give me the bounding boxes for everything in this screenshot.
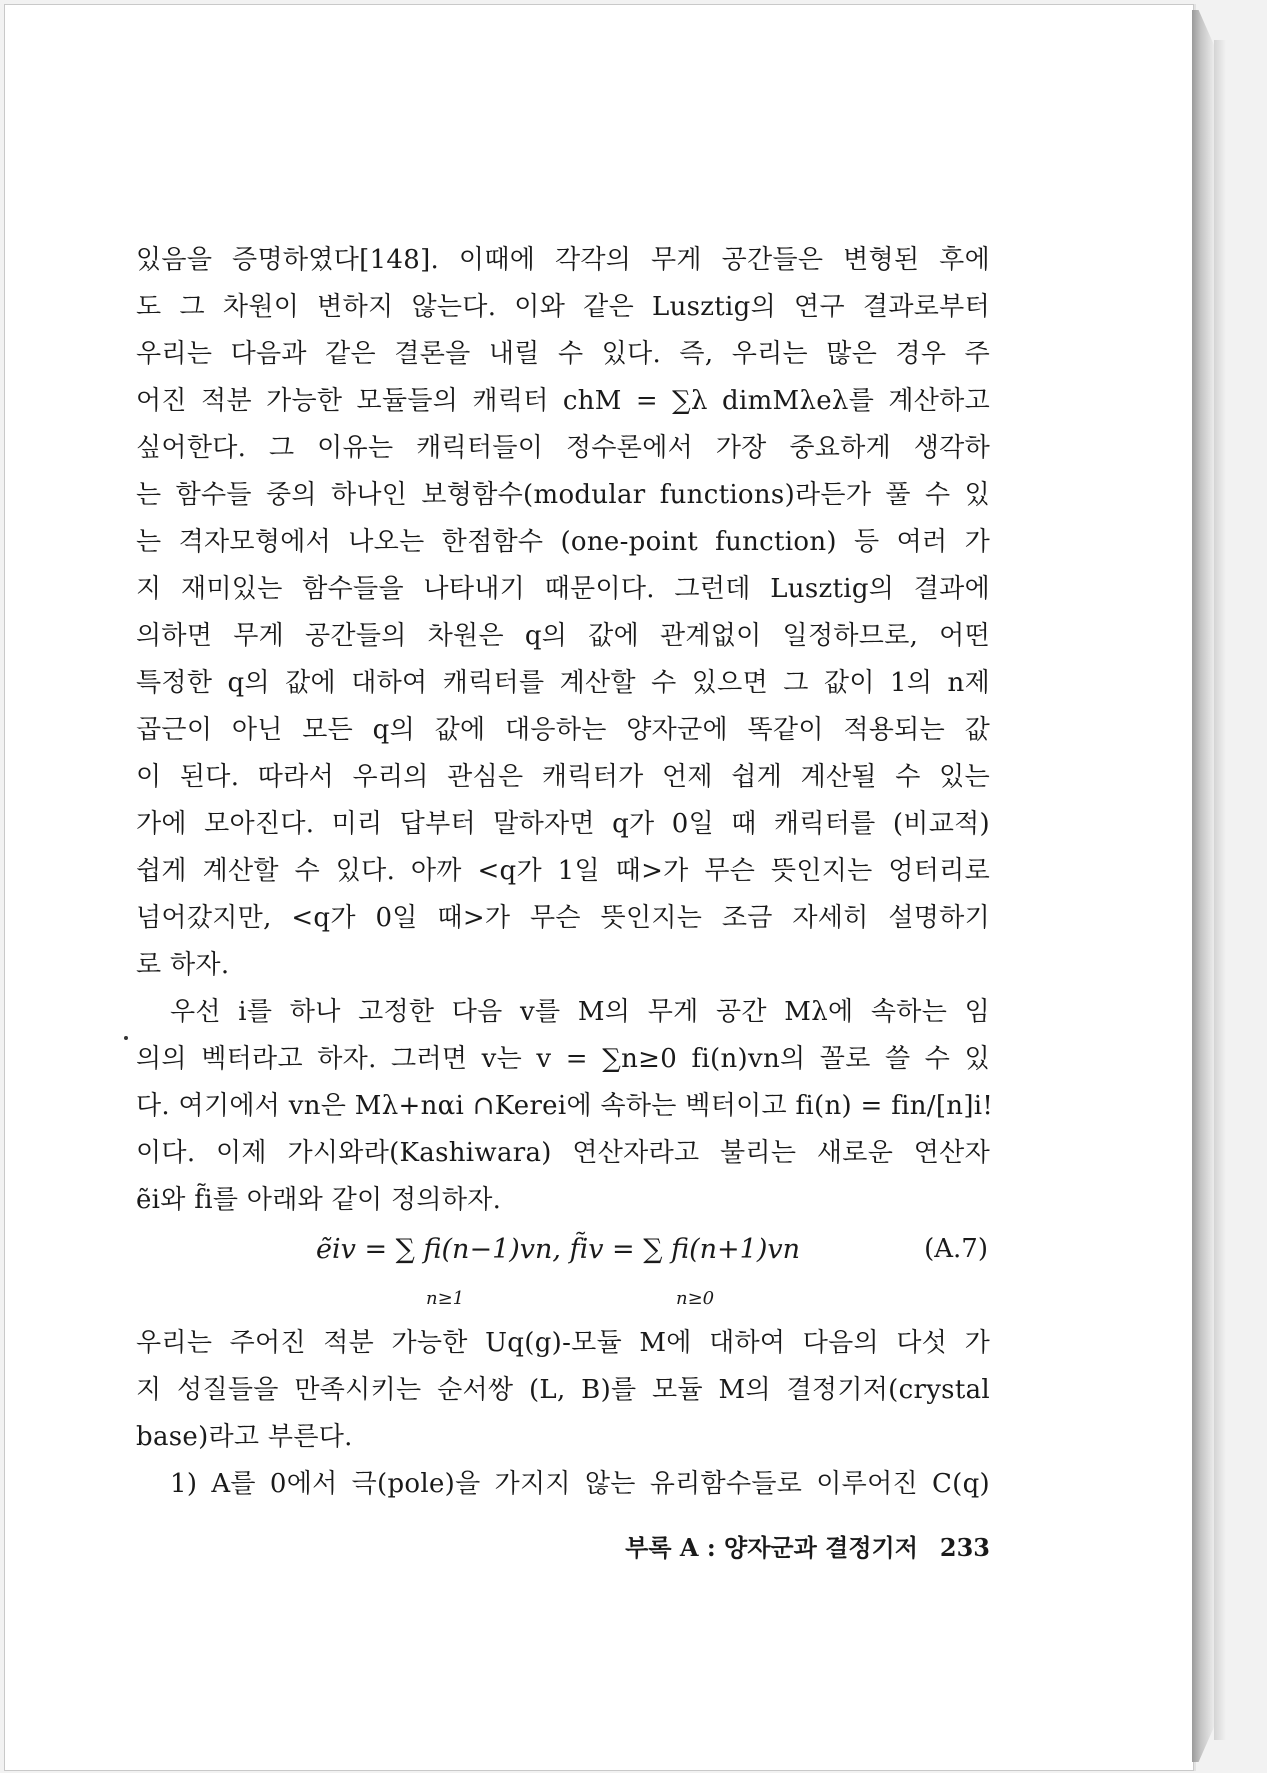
page-stack-shadow (1214, 40, 1226, 1740)
text-line: 이다. 이제 가시와라(Kashiwara) 연산자라고 불리는 새로운 연산자 (136, 1138, 990, 1168)
text-line: 가에 모아진다. 미리 답부터 말하자면 q가 0일 때 캐릭터를 (비교적) (136, 809, 990, 839)
page-stack-edge (1192, 10, 1214, 1762)
equation-subscript: n≥1 (426, 1288, 465, 1309)
page-footer (620, 1528, 990, 1563)
text-line: 싶어한다. 그 이유는 캐릭터들이 정수론에서 가장 중요하게 생각하 (136, 433, 990, 463)
text-line: 특정한 q의 값에 대하여 캐릭터를 계산할 수 있으면 그 값이 1의 n제 (136, 668, 990, 698)
page-number: 233 (939, 1533, 990, 1562)
text-line: 어진 적분 가능한 모듈들의 캐릭터 chM = ∑λ dimMλeλ를 계산하고 (136, 386, 990, 416)
text-line: base)라고 부른다. (136, 1422, 353, 1452)
text-line: 는 함수들 중의 하나인 보형함수(modular functions)라든가 풀 수 있 (136, 480, 990, 510)
equation-subscript: n≥0 (676, 1288, 715, 1309)
text-line: 도 그 차원이 변하지 않는다. 이와 같은 Lusztig의 연구 결과로부터 (136, 292, 990, 322)
text-line: 의하면 무게 공간들의 차원은 q의 값에 관계없이 일정하므로, 어떤 (136, 621, 990, 651)
text-line: 우선 i를 하나 고정한 다음 v를 M의 무게 공간 Mλ에 속하는 임 (170, 997, 990, 1027)
text-line: 지 성질들을 만족시키는 순서쌍 (L, B)를 모듈 M의 결정기저(crystal (136, 1375, 990, 1405)
text-line: 지 재미있는 함수들을 나타내기 때문이다. 그런데 Lusztig의 결과에 (136, 574, 990, 604)
equation-number: (A.7) (924, 1234, 988, 1264)
margin-mark (124, 1036, 128, 1040)
text-line: 로 하자. (136, 950, 230, 980)
text-line: ẽi와 f̃i를 아래와 같이 정의하자. (136, 1185, 502, 1215)
equation-body: ẽiv = ∑ fi(n−1)vn, f̃iv = ∑ fi(n+1)vn (316, 1234, 801, 1265)
text-line: 1) A를 0에서 극(pole)을 가지지 않는 유리함수들로 이루어진 C(q) (170, 1469, 990, 1499)
text-line: 다. 여기에서 vn은 Mλ+nαi ∩Kerei에 속하는 벡터이고 fi(n) = fin/[n]i! (136, 1091, 994, 1121)
text-line: 있음을 증명하였다[148]. 이때에 각각의 무게 공간들은 변형된 후에 (136, 245, 990, 275)
text-line: 이 된다. 따라서 우리의 관심은 캐릭터가 언제 쉽게 계산될 수 있는 (136, 762, 990, 792)
body-text (136, 237, 994, 1508)
text-line: 는 격자모형에서 나오는 한점함수 (one-point function) 등 여러 가 (136, 527, 990, 557)
text-line: 넘어갔지만, <q가 0일 때>가 무슨 뜻인지는 조금 자세히 설명하기 (136, 903, 990, 933)
text-line: 곱근이 아닌 모든 q의 값에 대응하는 양자군에 똑같이 적용되는 값 (136, 715, 990, 745)
text-line: 우리는 주어진 적분 가능한 Uq(g)-모듈 M에 대하여 다음의 다섯 가 (136, 1328, 990, 1358)
text-line: 의의 벡터라고 하자. 그러면 v는 v = ∑n≥0 fi(n)vn의 꼴로 쓸 수 있 (136, 1044, 990, 1074)
text-line: 우리는 다음과 같은 결론을 내릴 수 있다. 즉, 우리는 많은 경우 주 (136, 339, 990, 369)
running-head: 부록 A : 양자군과 결정기저 (625, 1533, 918, 1562)
text-line: 쉽게 계산할 수 있다. 아까 <q가 1일 때>가 무슨 뜻인지는 엉터리로 (136, 856, 990, 886)
equation-a7 (136, 1224, 990, 1320)
